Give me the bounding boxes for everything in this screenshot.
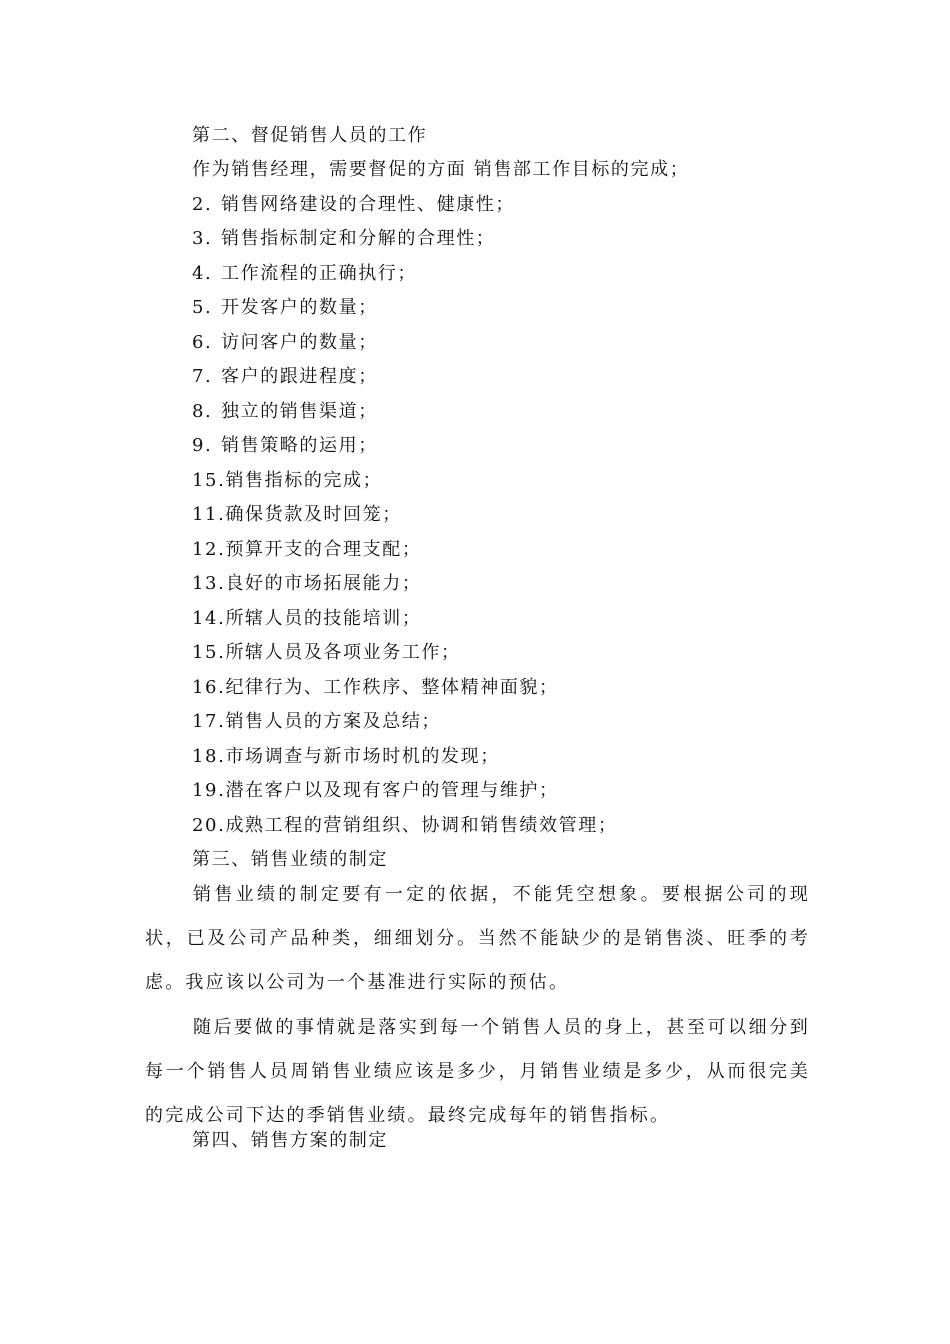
list-item-text: 开发客户的数量；	[221, 297, 378, 318]
section-4-heading: 第四、销售方案的制定	[192, 1130, 388, 1151]
list-item	[192, 434, 378, 458]
list-item-text: 所辖人员及各项业务工作；	[225, 642, 461, 663]
list-item-number: 12.	[192, 539, 226, 560]
list-item	[192, 400, 378, 424]
list-item-text: 预算开支的合理支配；	[225, 539, 422, 560]
list-item	[192, 227, 495, 251]
list-item-number: 5.	[192, 297, 213, 318]
list-item-number: 15.	[192, 470, 226, 491]
section-3-heading: 第三、销售业绩的制定	[192, 849, 388, 870]
list-item	[192, 503, 402, 527]
list-item	[192, 779, 559, 803]
list-item-text: 销售人员的方案及总结；	[225, 711, 442, 732]
list-item	[192, 262, 417, 286]
list-item	[192, 193, 515, 217]
list-item-number: 9.	[192, 435, 213, 456]
list-item-text: 销售策略的运用；	[221, 435, 378, 456]
list-item-text: 客户的跟进程度；	[221, 366, 378, 387]
list-item-text: 纪律行为、工作秩序、整体精神面貌；	[225, 677, 559, 698]
list-item-number: 4.	[192, 263, 213, 284]
list-item-text: 销售网络建设的合理性、健康性；	[221, 194, 515, 215]
list-item-number: 16.	[192, 677, 226, 698]
list-item-text: 访问客户的数量；	[221, 332, 378, 353]
section-2-heading: 第二、督促销售人员的工作	[192, 125, 428, 146]
list-item-number: 6.	[192, 332, 213, 353]
section-3-paragraph: 销售业绩的制定要有一定的依据，不能凭空想象。要根据公司的现状，已及公司产品种类，细细划分。当然不能缺少的是销售淡、旺季的考虑。我应该以公司为一个基准进行实际的预估。	[145, 884, 810, 993]
list-item-text: 潜在客户以及现有客户的管理与维护；	[225, 780, 559, 801]
list-item-number: 17.	[192, 711, 226, 732]
list-item-number: 14.	[192, 608, 226, 629]
list-item	[192, 538, 421, 562]
list-item	[192, 296, 378, 320]
section-3-paragraph: 随后要做的事情就是落实到每一个销售人员的身上，甚至可以细分到每一个销售人员周销售业绩应该是多少，月销售业绩是多少，从而很完美的完成公司下达的季销售业绩。最终完成每年的销售指标。	[145, 1017, 810, 1126]
list-item-text: 销售指标制定和分解的合理性；	[221, 228, 496, 249]
list-item	[192, 641, 461, 665]
list-item-number: 3.	[192, 228, 213, 249]
list-item	[192, 572, 421, 596]
list-item	[192, 745, 500, 769]
list-item-text: 市场调查与新市场时机的发现；	[225, 746, 500, 767]
list-item-number: 20.	[192, 815, 226, 836]
list-item	[192, 814, 617, 838]
list-item-text: 工作流程的正确执行；	[221, 263, 417, 284]
list-item-text: 确保货款及时回笼；	[225, 504, 402, 525]
list-item-number: 19.	[192, 780, 226, 801]
list-item-number: 15.	[192, 642, 226, 663]
list-item	[192, 676, 559, 700]
list-item	[192, 469, 382, 493]
list-item-number: 13.	[192, 573, 226, 594]
list-item-number: 11.	[192, 504, 226, 525]
section-2-intro: 作为销售经理，需要督促的方面 销售部工作目标的完成；	[192, 159, 690, 180]
list-item-text: 良好的市场拓展能力；	[225, 573, 422, 594]
list-item-text: 所辖人员的技能培训；	[225, 608, 422, 629]
list-item	[192, 607, 421, 631]
list-item-number: 2.	[192, 194, 213, 215]
list-item-number: 18.	[192, 746, 226, 767]
list-item	[192, 365, 378, 389]
list-item-number: 7.	[192, 366, 213, 387]
list-item-number: 8.	[192, 401, 213, 422]
list-item	[192, 710, 441, 734]
list-item	[192, 331, 378, 355]
list-item-text: 独立的销售渠道；	[221, 401, 378, 422]
list-item-text: 成熟工程的营销组织、协调和销售绩效管理；	[225, 815, 618, 836]
list-item-text: 销售指标的完成；	[225, 470, 383, 491]
